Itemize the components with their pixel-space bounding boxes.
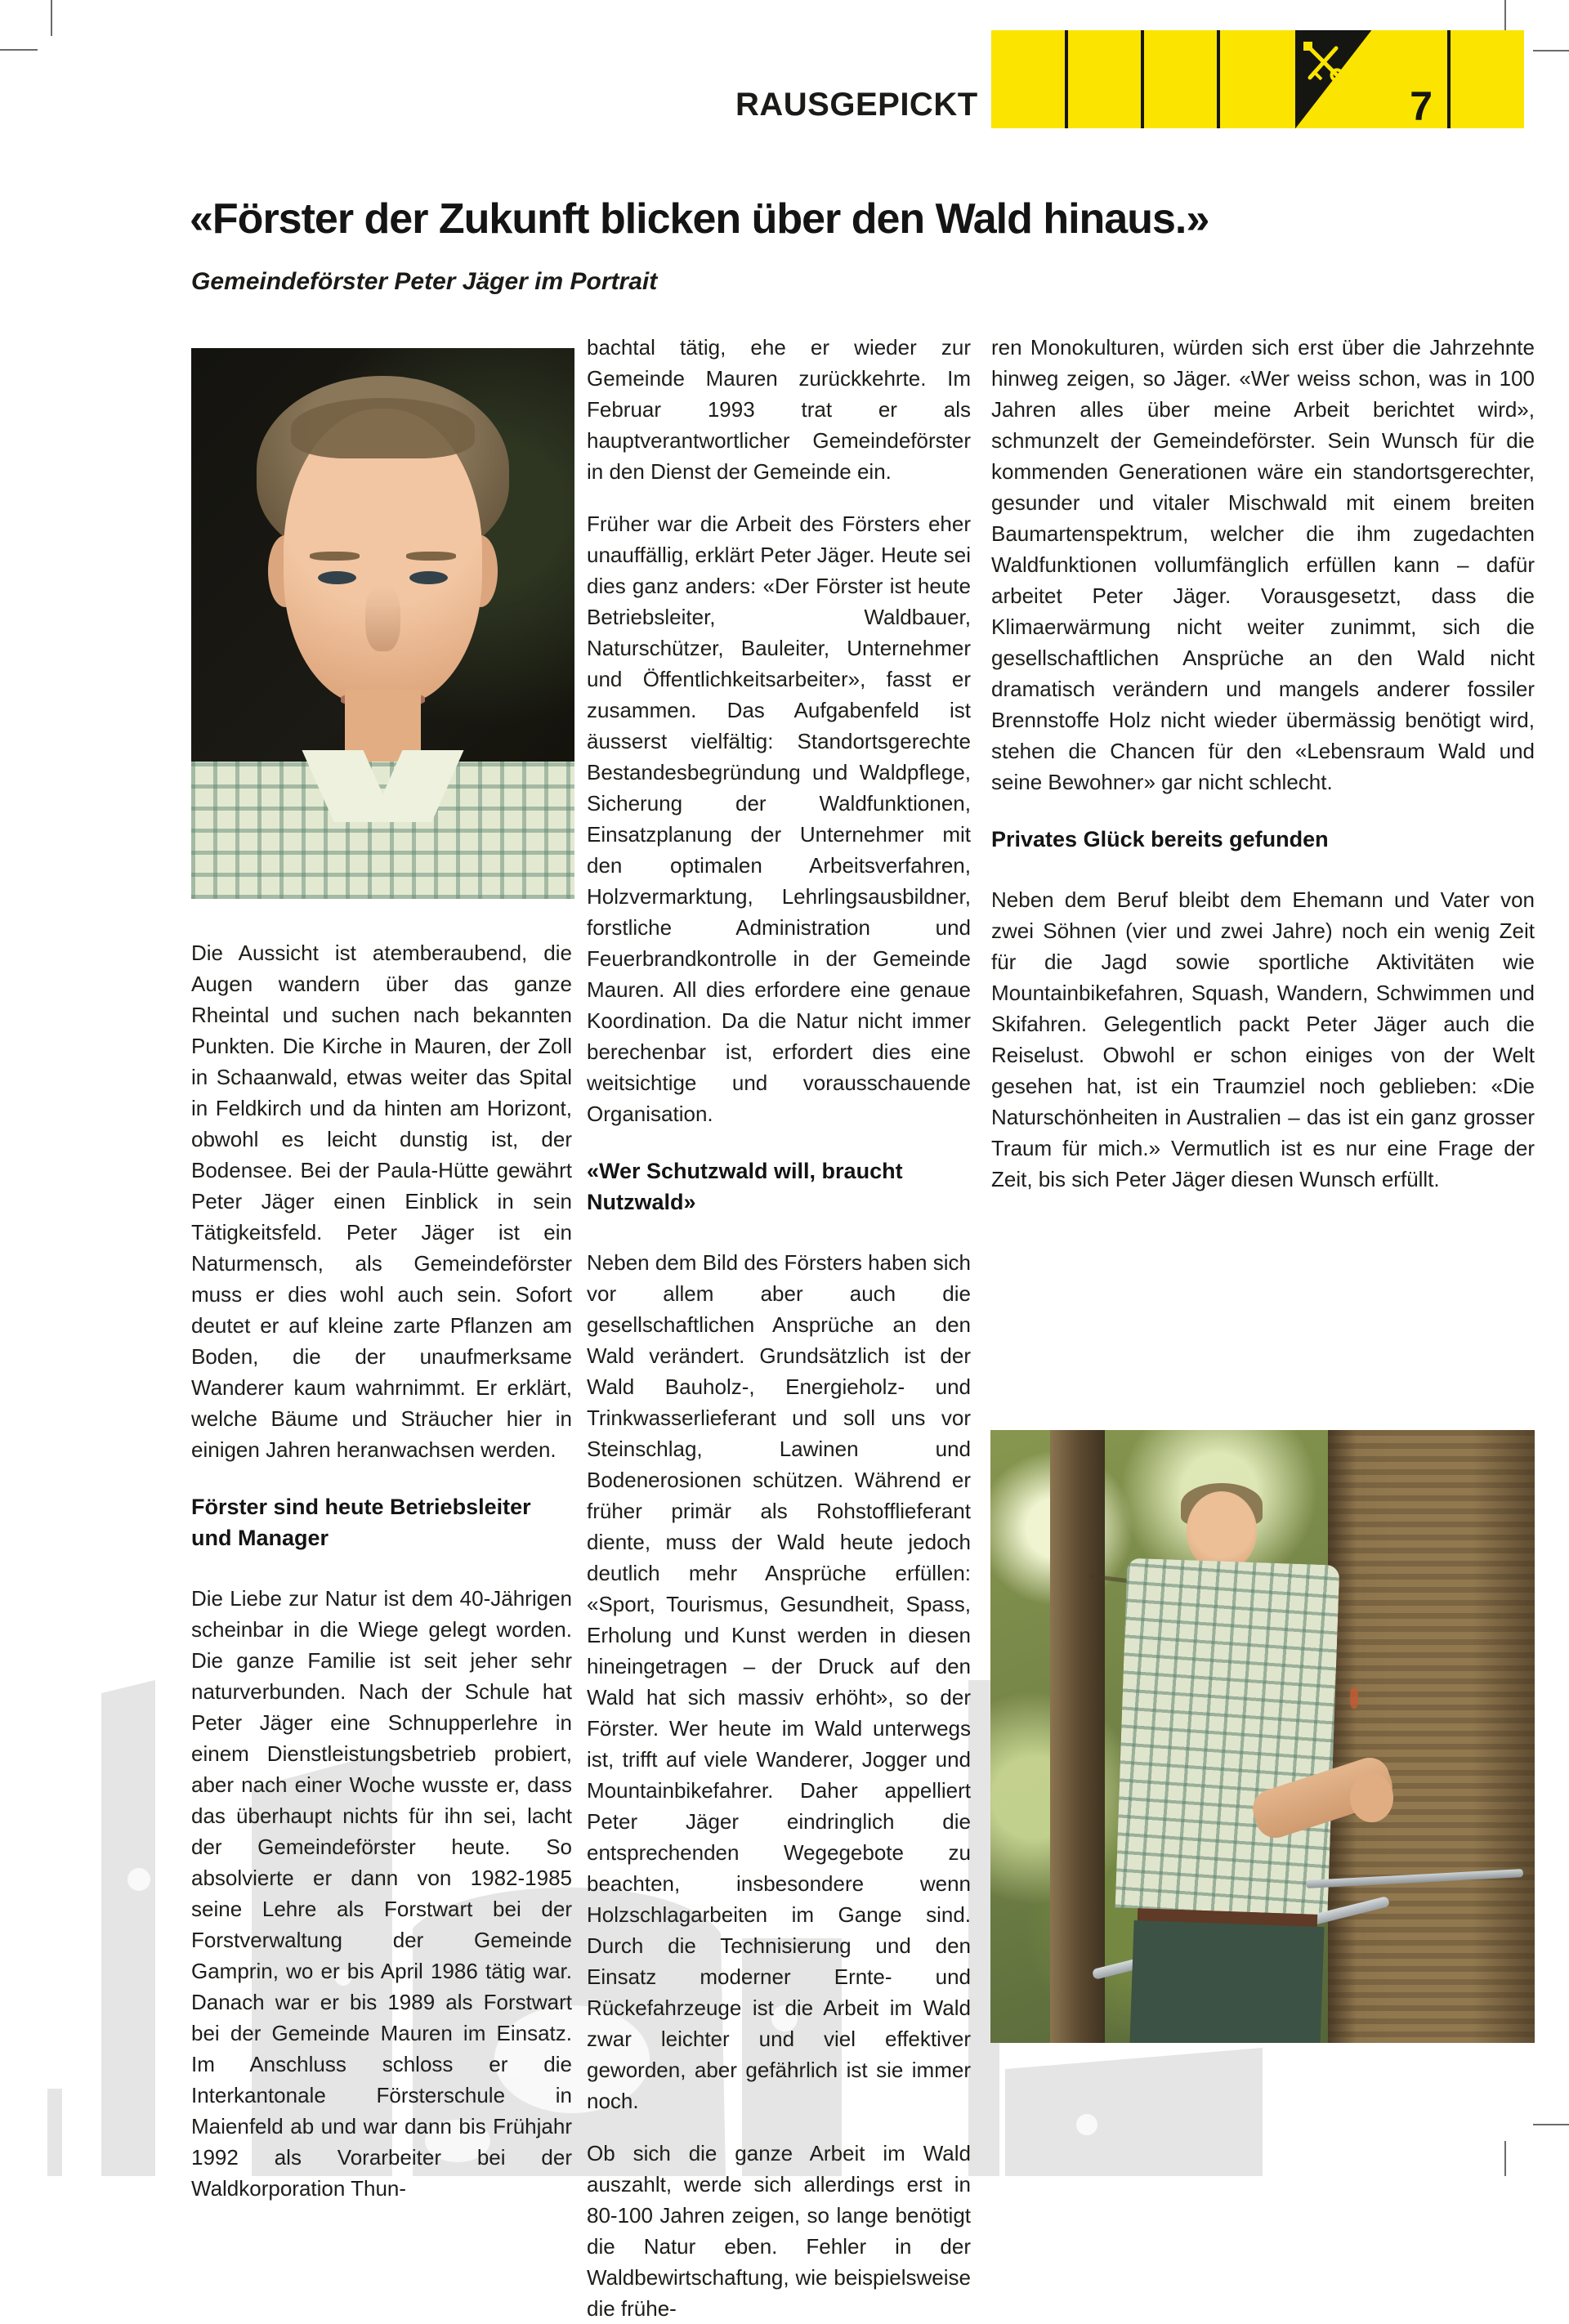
section-label: RAUSGEPICKT: [735, 87, 978, 123]
paragraph: Neben dem Beruf bleibt dem Ehemann und Vater von zwei Söhnen (vier und zwei Jahre) noch ein wenig Zeit für die Jagd sowie sportliche Aktivitäten wie Mountainbikefahren, Squash, Wandern, Schwimmen und Skifahren. Gelegentlich packt Peter Jäger auch die Reiselust. Obwohl er schon einiges von der Welt gesehen hat, ist ein Traumziel noch geblieben: «Die Naturschönheiten in Australien – das ist ein ganz grosser Traum für mich.» Vermutlich ist es nur eine Frage der Zeit, bis sich Peter Jäger diesen Wunsch erfüllt.: [991, 887, 1535, 1191]
nose: [365, 585, 400, 651]
tree-trunk-left: [1050, 1430, 1105, 2043]
forest-photo: [990, 1430, 1535, 2043]
pants: [1130, 1920, 1325, 2043]
tree-marking: [1350, 1687, 1358, 1709]
eye-left: [318, 571, 356, 584]
paragraph: Die Aussicht ist atemberaubend, die Augen wandern über das ganze Rheintal und suchen nach bekannten Punkten. Die Kirche in Mauren, der Zoll in Schaanwald, etwas weiter das Spital in Feldkirch und da hinten am Horizont, obwohl es leicht dunstig ist, der Bodensee. Bei der Paula-Hütte gewährt Peter Jäger einen Einblick in sein Tätigkeitsfeld. Peter Jäger ist ein Naturmensch, als Gemeindeförster muss er dies wohl auch sein. Sofort deutet er auf kleine zarte Pflanzen am Boden, die der unaufmerksame Wanderer kaum wahrnimmt. Er erklärt, welche Bäume und Sträucher hier in einigen Jahren heranwachsen werden.: [191, 941, 572, 1462]
article-title: «Förster der Zukunft blicken über den Wald hinaus.»: [190, 195, 1209, 243]
text-column-2: [587, 332, 971, 2324]
crop-mark-bottom-right-h: [1533, 2124, 1569, 2125]
banner-divider: [1217, 30, 1220, 128]
subheading: Privates Glück bereits gefunden: [991, 827, 1329, 851]
crop-mark-top-right-h: [1533, 50, 1569, 51]
paragraph: ren Monokulturen, würden sich erst über die Jahrzehnte hinweg zeigen, so Jäger. «Wer weiss schon, was in 100 Jahren alles über meine Arbeit berichtet wird», schmunzelt der Gemeindeförster. Sein Wunsch für die kommenden Generationen wäre ein standortsgerechter, gesunder und vitaler Mischwald mit einem breiten Baumartenspektrum, welcher die ihm zugedachten Waldfunktionen vollumfänglich erfüllen kann – dafür arbeitet Peter Jäger. Vorausgesetzt, dass die Klimaerwärmung nicht weiter zunimmt, sich die gesellschaftlichen Ansprüche an den Wald nicht dramatisch verändern und mangels anderer fossiler Brennstoffe Holz nicht wieder übermässig benötigt wird, stehen die Chancen für den «Lebensraum Wald und seine Bewohner» gar nicht schlecht.: [991, 335, 1535, 794]
page-banner: [991, 30, 1524, 128]
eyebrow-right: [406, 552, 456, 561]
hand: [1350, 1773, 1393, 1822]
banner-divider: [1065, 30, 1068, 128]
paragraph: Die Liebe zur Natur ist dem 40-Jährigen scheinbar in die Wiege gelegt worden. Die ganze Familie ist seit jeher sehr naturverbunden. Nach der Schule hat Peter Jäger eine Schnupperlehre in einem Dienstleistungsbetrieb probiert, aber nach einer Woche wusste er, dass das überhaupt nichts für ihn sei, lacht der Gemeindeförster heute. So absolvierte er dann von 1982-1985 seine Lehre als Forstwart bei der Forstverwaltung der Gemeinde Gamprin, wo er bis April 1986 tätig war. Danach war er bis 1989 als Forstwart bei der Gemeinde Mauren im Einsatz. Im Anschluss schloss er die Interkantonale Försterschule in Maienfeld ab und war dann bis Frühjahr 1992 als Vorarbeiter bei der Waldkorporation Thun-: [191, 1586, 572, 2201]
text-column-1: [191, 937, 572, 2204]
portrait-photo: [191, 348, 574, 899]
article-subtitle: Gemeindeförster Peter Jäger im Portrait: [191, 268, 658, 295]
paragraph: bachtal tätig, ehe er wieder zur Gemeinde Mauren zurückkehrte. Im Februar 1993 trat er als hauptverantwortlicher Gemeindeförster in den Dienst der Gemeinde ein.: [587, 335, 971, 484]
text-column-3: [991, 332, 1535, 1195]
page-number: 7: [1410, 83, 1433, 129]
banner-divider: [1141, 30, 1144, 128]
paragraph: Ob sich die ganze Arbeit im Wald auszahlt, werde sich allerdings erst in 80-100 Jahren zeigen, so lange benötigt die Natur eben. Fehler in der Waldbewirtschaftung, wie beispielsweise die frühe-: [587, 2141, 971, 2321]
crop-mark-bottom-right-v: [1504, 2141, 1506, 2176]
paragraph: Früher war die Arbeit des Försters eher unauffällig, erklärt Peter Jäger. Heute sei dies ganz anders: «Der Förster ist heute Betriebsleiter, Waldbauer, Naturschützer, Bauleiter, Unternehmer und Öffentlichkeitsarbeiter», fasst er zusammen. Das Aufgabenfeld ist äusserst vielfältig: Standortsgerechte Bestandesbegründung und Waldpflege, Sicherung der Waldfunktionen, Einsatzplanung der Unternehmer mit den optimalen Arbeitsverfahren, Holzvermarktung, Lehrlingsausbildner, forstliche Administration und Feuerbrandkontrolle in der Gemeinde Mauren. All dies erfordere eine genaue Koordination. Da die Natur nicht immer berechenbar ist, erfordert dies eine weitsichtige und vorausschauende Organisation.: [587, 512, 971, 1126]
subheading: «Wer Schutzwald will, braucht Nutzwald»: [587, 1159, 903, 1214]
eyebrow-left: [310, 552, 360, 561]
plaid-shirt: [191, 762, 574, 900]
crossed-key-and-sword-icon: [1299, 37, 1349, 87]
subheading: Förster sind heute Betriebsleiter und Manager: [191, 1495, 531, 1550]
plaid-shirt: [1115, 1558, 1339, 1915]
banner-divider: [1447, 30, 1451, 128]
paragraph: Neben dem Bild des Försters haben sich vor allem aber auch die gesellschaftlichen Ansprüche an den Wald verändert. Grundsätzlich ist der Wald Bauholz-, Energieholz- und Trinkwasserlieferant und soll uns vor Steinschlag, Lawinen und Bodenerosionen schützen. Während er früher primär als Rohstofflieferant diente, muss der Wald heute jedoch deutlich mehr Ansprüche erfüllen: «Sport, Tourismus, Gesundheit, Spass, Erholung und Kunst werden in diesen hineingetragen – der Druck auf den Wald hat sich massiv erhöht», so der Förster. Wer heute im Wald unterwegs ist, trifft auf viele Wanderer, Jogger und Mountainbikefahrer. Daher appelliert Peter Jäger eindringlich die entsprechenden Wegegebote zu beachten, insbesondere wenn Holzschlagarbeiten im Gange sind. Durch die Technisierung und den Einsatz moderner Ernte- und Rückefahrzeuge ist die Arbeit im Wald zwar leichter und viel effektiver geworden, aber gefährlich ist sie immer noch.: [587, 1250, 971, 2113]
crop-mark-top-right-v: [1504, 0, 1506, 31]
crop-mark-top-left-h: [0, 49, 38, 51]
hair-fringe: [291, 398, 475, 458]
tree-trunk-right: [1328, 1430, 1535, 2043]
crop-mark-top-left-v: [51, 0, 52, 36]
face: [1187, 1491, 1258, 1571]
